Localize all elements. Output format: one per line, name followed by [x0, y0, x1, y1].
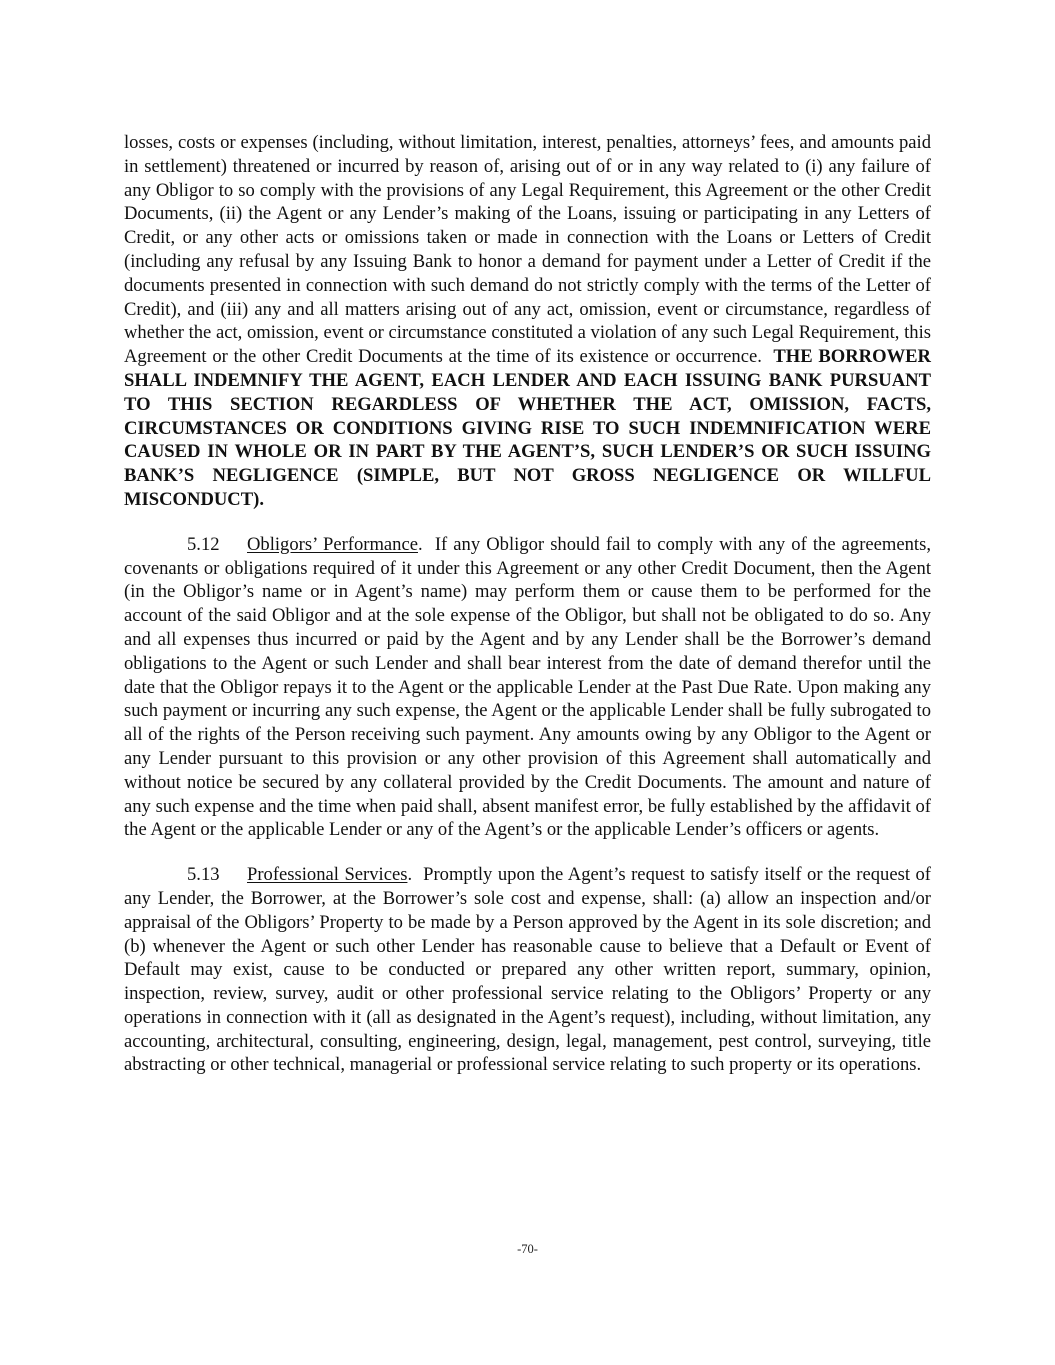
indemnification-bold-clause: THE BORROWER SHALL INDEMNIFY THE AGENT, EACH LENDER AND EACH ISSUING BANK PURSUANT TO THIS SECTION REGARDLESS OF WHETHER THE ACT, OMISSION, FACTS, CIRCUMSTANCES OR CONDITIONS GIVING RISE TO SUCH INDEMNIFICATION WERE CAUSED IN WHOLE OR IN PART BY THE AGENT’S, SUCH LENDER’S OR SUCH ISSUING BANK’S NEGLIGENCE (SIMPLE, BUT NOT GROSS NEGLIGENCE OR WILLFUL MISCONDUCT). — [124, 346, 931, 510]
section-heading: Obligors’ Performance — [247, 533, 418, 555]
section-number: 5.13 — [187, 864, 220, 886]
section-heading: Professional Services — [247, 864, 408, 886]
indemnification-text: losses, costs or expenses (including, without limitation, interest, penalties, attorneys’ fees, and amounts paid in settlement) threatened or incurred by reason of, arising out of or in any way related to (i) any failure of any Obligor to so comply with the provisions of any Legal Requirement, this Agreement or the other Credit Documents, (ii) the Agent or any Lender’s making of the Loans, issuing or participating in any Letters of Credit, or any other acts or omissions taken or made in connection with the Loans or Letters of Credit (including any refusal by any Issuing Bank to honor a demand for payment under a Letter of Credit if the documents presented in connection with such demand do not strictly comply with the terms of the Letter of Credit), and (iii) any and all matters arising out of any act, omission, event or circumstance, regardless of whether the act, omission, event or circumstance constituted a violation of any such Legal Requirement, this Agreement or the other Credit Documents at the time of its existence or occurrence. — [124, 132, 931, 368]
paragraph-indemnification-continuation — [124, 131, 931, 512]
document-page — [124, 131, 931, 1077]
page-number: -70- — [517, 1242, 538, 1256]
section-5-13-paragraph: 5.13 Professional Services. Promptly upon the Agent’s request to satisfy itself or the request of any Lender, the Borrower, at the Borrower’s sole cost and expense, shall: (a) allow an inspection and/or appraisal of the Obligors’ Property to be made by a Person approved by the Agent in its sole discretion; and (b) whenever the Agent or such other Lender has reasonable cause to believe that a Default or Event of Default may exist, cause to be conducted or prepared any other written report, summary, opinion, inspection, review, survey, audit or other professional service relating to the Obligors’ Property or any operations in connection with it (all as designated in the Agent’s request), including, without limitation, any accounting, architectural, consulting, engineering, design, legal, management, pest control, surveying, title abstracting or other technical, managerial or professional service relating to such property or its operations. — [124, 864, 931, 1076]
section-body: Promptly upon the Agent’s request to satisfy itself or the request of any Lender, the Borrower, at the Borrower’s sole cost and expense, shall: (a) allow an inspection and/or appraisal of the Obligors’ Property to be made by a Person approved by the Agent in its sole discretion; and (b) whenever the Agent or such other Lender has reasonable cause to believe that a Default or Event of Default may exist, cause to be conducted or prepared any other written report, summary, opinion, inspection, review, survey, audit or other professional service relating to the Obligors’ Property or any operations in connection with it (all as designated in the Agent’s request), including, without limitation, any accounting, architectural, consulting, engineering, design, legal, management, pest control, surveying, title abstracting or other technical, managerial or professional service relating to such property or its operations. — [124, 864, 931, 1076]
section-number: 5.12 — [187, 533, 220, 555]
section-5-12-paragraph: 5.12 Obligors’ Performance. If any Obligor should fail to comply with any of the agreements, covenants or obligations required of it under this Agreement or any other Credit Document, then the Agent (in the Obligor’s name or in Agent’s name) may perform them or cause them to be performed for the account of the said Obligor and at the sole expense of the Obligor, but shall not be obligated to do so. Any and all expenses thus incurred or paid by the Agent and by any Lender shall be the Borrower’s demand obligations to the Agent or such Lender and shall bear interest from the date of demand therefor until the date that the Obligor repays it to the Agent or the applicable Lender at the Past Due Rate. Upon making any such payment or incurring any such expense, the Agent or the applicable Lender shall be fully subrogated to all of the rights of the Person receiving such payment. Any amounts owing by any Obligor to the Agent or any Lender pursuant to this provision or any other provision of this Agreement shall automatically and without notice be secured by any collateral provided by the Credit Documents. The amount and nature of any such expense and the time when paid shall, absent manifest error, be fully established by the affidavit of the Agent or the applicable Lender or any of the Agent’s or the applicable Lender’s officers or agents. — [124, 533, 931, 841]
section-body: If any Obligor should fail to comply with any of the agreements, covenants or obligations required of it under this Agreement or any other Credit Document, then the Agent (in the Obligor’s name or in Agent’s name) may perform them or cause them to be performed for the account of the said Obligor and at the sole expense of the Obligor, but shall not be obligated to do so. Any and all expenses thus incurred or paid by the Agent and by any Lender shall be the Borrower’s demand obligations to the Agent or such Lender and shall bear interest from the date of demand therefor until the date that the Obligor repays it to the Agent or the applicable Lender at the Past Due Rate. Upon making any such payment or incurring any such expense, the Agent or the applicable Lender shall be fully subrogated to all of the rights of the Person receiving such payment. Any amounts owing by any Obligor to the Agent or any Lender pursuant to this provision or any other provision of this Agreement shall automatically and without notice be secured by any collateral provided by the Credit Documents. The amount and nature of any such expense and the time when paid shall, absent manifest error, be fully established by the affidavit of the Agent or the applicable Lender or any of the Agent’s or the applicable Lender’s officers or agents. — [124, 533, 931, 841]
